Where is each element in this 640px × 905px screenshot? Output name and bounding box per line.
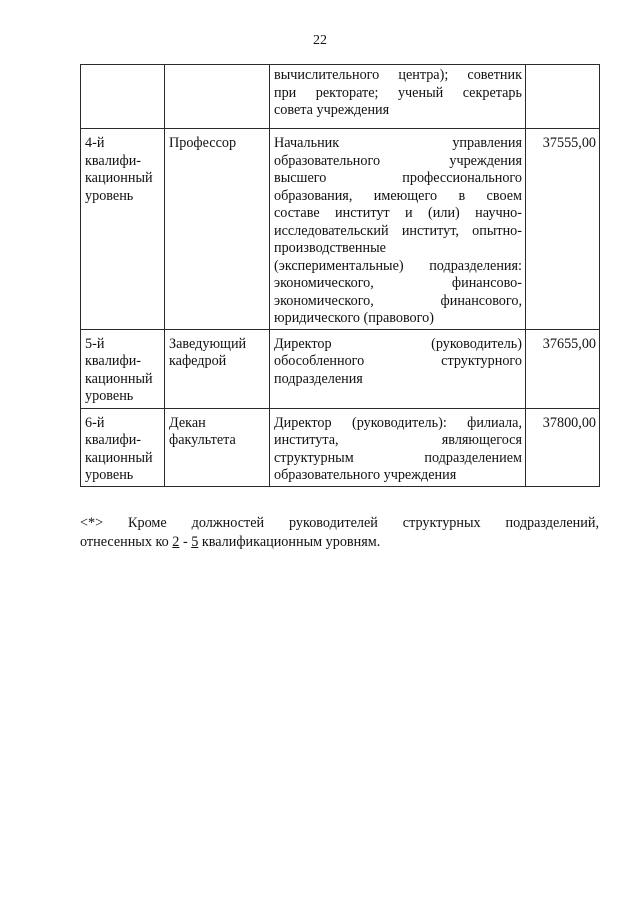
level-line: кационный — [85, 370, 153, 387]
table-row — [81, 408, 600, 486]
description-line: экономического, финансового, — [274, 292, 522, 309]
salary-cell: 37655,00 — [526, 329, 600, 408]
level-cell — [81, 129, 165, 330]
description-line: Директор (руководитель): филиала, — [274, 414, 522, 431]
position-line: кафедрой — [169, 353, 227, 369]
description-line: вычислительного центра); советник — [274, 67, 522, 83]
level-cell — [81, 329, 165, 408]
description-line: Директор (руководитель) — [274, 335, 522, 352]
position-line: факультета — [169, 432, 236, 448]
description-line: образовательного учреждения — [274, 467, 457, 483]
level-line: 4-й — [85, 135, 105, 151]
page-number: 22 — [313, 33, 327, 48]
salary-cell: 37800,00 — [526, 408, 600, 486]
position-cell — [165, 329, 270, 408]
footnote-text: квалификационным уровням. — [198, 534, 381, 550]
level-line: уровень — [85, 388, 134, 404]
position-line: Профессор — [169, 135, 237, 151]
description-line: подразделения — [274, 370, 363, 387]
description-line: Начальник управления — [274, 135, 522, 151]
description-line: при ректорате; ученый секретарь — [274, 84, 522, 101]
description-cell — [270, 408, 526, 486]
description-line: института, являющегося — [274, 432, 522, 448]
level-line: квалифи- — [85, 152, 142, 169]
position-line: Заведующий — [169, 335, 247, 352]
footnote-reference-link[interactable]: 2 — [172, 534, 180, 550]
description-line: производственные — [274, 240, 386, 256]
description-line: исследовательский институт, опытно- — [274, 222, 522, 239]
description-cell — [270, 65, 526, 129]
salary-cell — [526, 65, 600, 129]
qualification-table — [80, 64, 600, 487]
level-cell — [81, 408, 165, 486]
level-line: уровень — [85, 467, 134, 483]
level-line: 5-й — [85, 335, 105, 352]
description-line: структурным подразделением — [274, 449, 522, 466]
footnote-text: - — [179, 534, 192, 550]
footnote-line — [80, 533, 599, 552]
level-line: квалифи- — [85, 353, 142, 369]
salary-cell: 37555,00 — [526, 129, 600, 330]
position-cell — [165, 129, 270, 330]
description-line: образовательного учреждения — [274, 152, 522, 169]
description-cell — [270, 329, 526, 408]
position-cell — [165, 408, 270, 486]
level-line: квалифи- — [85, 432, 142, 448]
description-cell — [270, 129, 526, 330]
footnote-text: отнесенных ко — [80, 534, 173, 550]
description-line: высшего профессионального — [274, 170, 522, 186]
level-line: кационный — [85, 170, 153, 186]
level-line: кационный — [85, 449, 153, 466]
description-line: образования, имеющего в своем — [274, 187, 522, 204]
table-row — [81, 129, 600, 330]
description-line: экономического, финансово- — [274, 275, 522, 291]
level-cell — [81, 65, 165, 129]
description-line: (экспериментальные) подразделения: — [274, 257, 522, 274]
table-row — [81, 329, 600, 408]
description-line: юридического (правового) — [274, 310, 434, 326]
description-line: обособленного структурного — [274, 353, 522, 369]
footnote — [80, 514, 599, 552]
level-line: 6-й — [85, 414, 105, 431]
position-line: Декан — [169, 414, 206, 431]
description-line: составе институт и (или) научно- — [274, 205, 522, 221]
description-line: совета учреждения — [274, 102, 390, 118]
footnote-reference-link[interactable]: 5 — [191, 534, 199, 550]
level-line: уровень — [85, 187, 134, 204]
table-row — [81, 65, 600, 129]
position-cell — [165, 65, 270, 129]
footnote-line: <*> Кроме должностей руководителей структурных подразделений, — [80, 515, 599, 531]
